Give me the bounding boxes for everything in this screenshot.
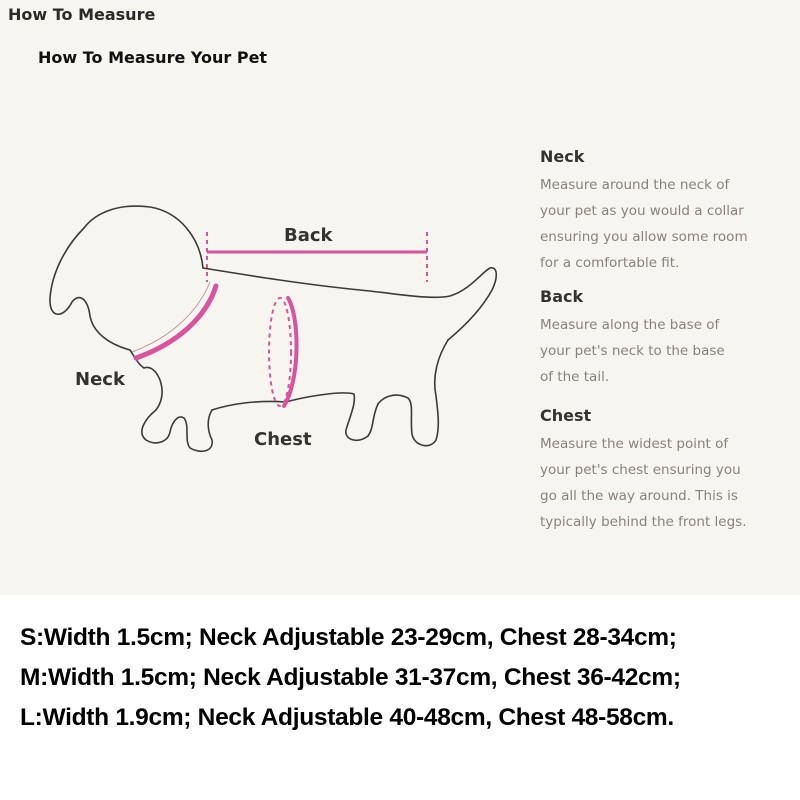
back-label: Back — [284, 225, 333, 246]
dog-outline — [50, 206, 496, 451]
section-title: How To Measure Your Pet — [38, 48, 268, 67]
info-chest-text: Measure the widest point of your pet's chest ensuring you go all the way around. This is typically behind the front legs. — [540, 436, 747, 530]
info-back — [540, 287, 790, 390]
info-back-text: Measure along the base of your pet's neck to the base of the tail. — [540, 317, 725, 385]
size-small: S:Width 1.5cm; Neck Adjustable 23-29cm, Chest 28-34cm; — [20, 624, 677, 651]
info-chest-heading: Chest — [540, 406, 592, 425]
page-title: How To Measure — [8, 5, 156, 24]
info-neck — [540, 147, 790, 276]
neck-label: Neck — [75, 369, 125, 390]
size-large: L:Width 1.9cm; Neck Adjustable 40-48cm, Chest 48-58cm. — [20, 704, 674, 731]
info-back-heading: Back — [540, 287, 584, 306]
neck-measure-band — [136, 286, 216, 358]
chest-measure-back — [269, 298, 291, 406]
size-medium: M:Width 1.5cm; Neck Adjustable 31-37cm, Chest 36-42cm; — [20, 664, 681, 691]
chest-label: Chest — [254, 429, 312, 450]
info-neck-text: Measure around the neck of your pet as you would a collar ensuring you allow some room for a comfortable fit. — [540, 177, 748, 271]
size-chart — [20, 618, 790, 738]
info-chest — [540, 406, 790, 535]
dog-measure-diagram — [0, 0, 520, 595]
info-neck-heading: Neck — [540, 147, 585, 166]
